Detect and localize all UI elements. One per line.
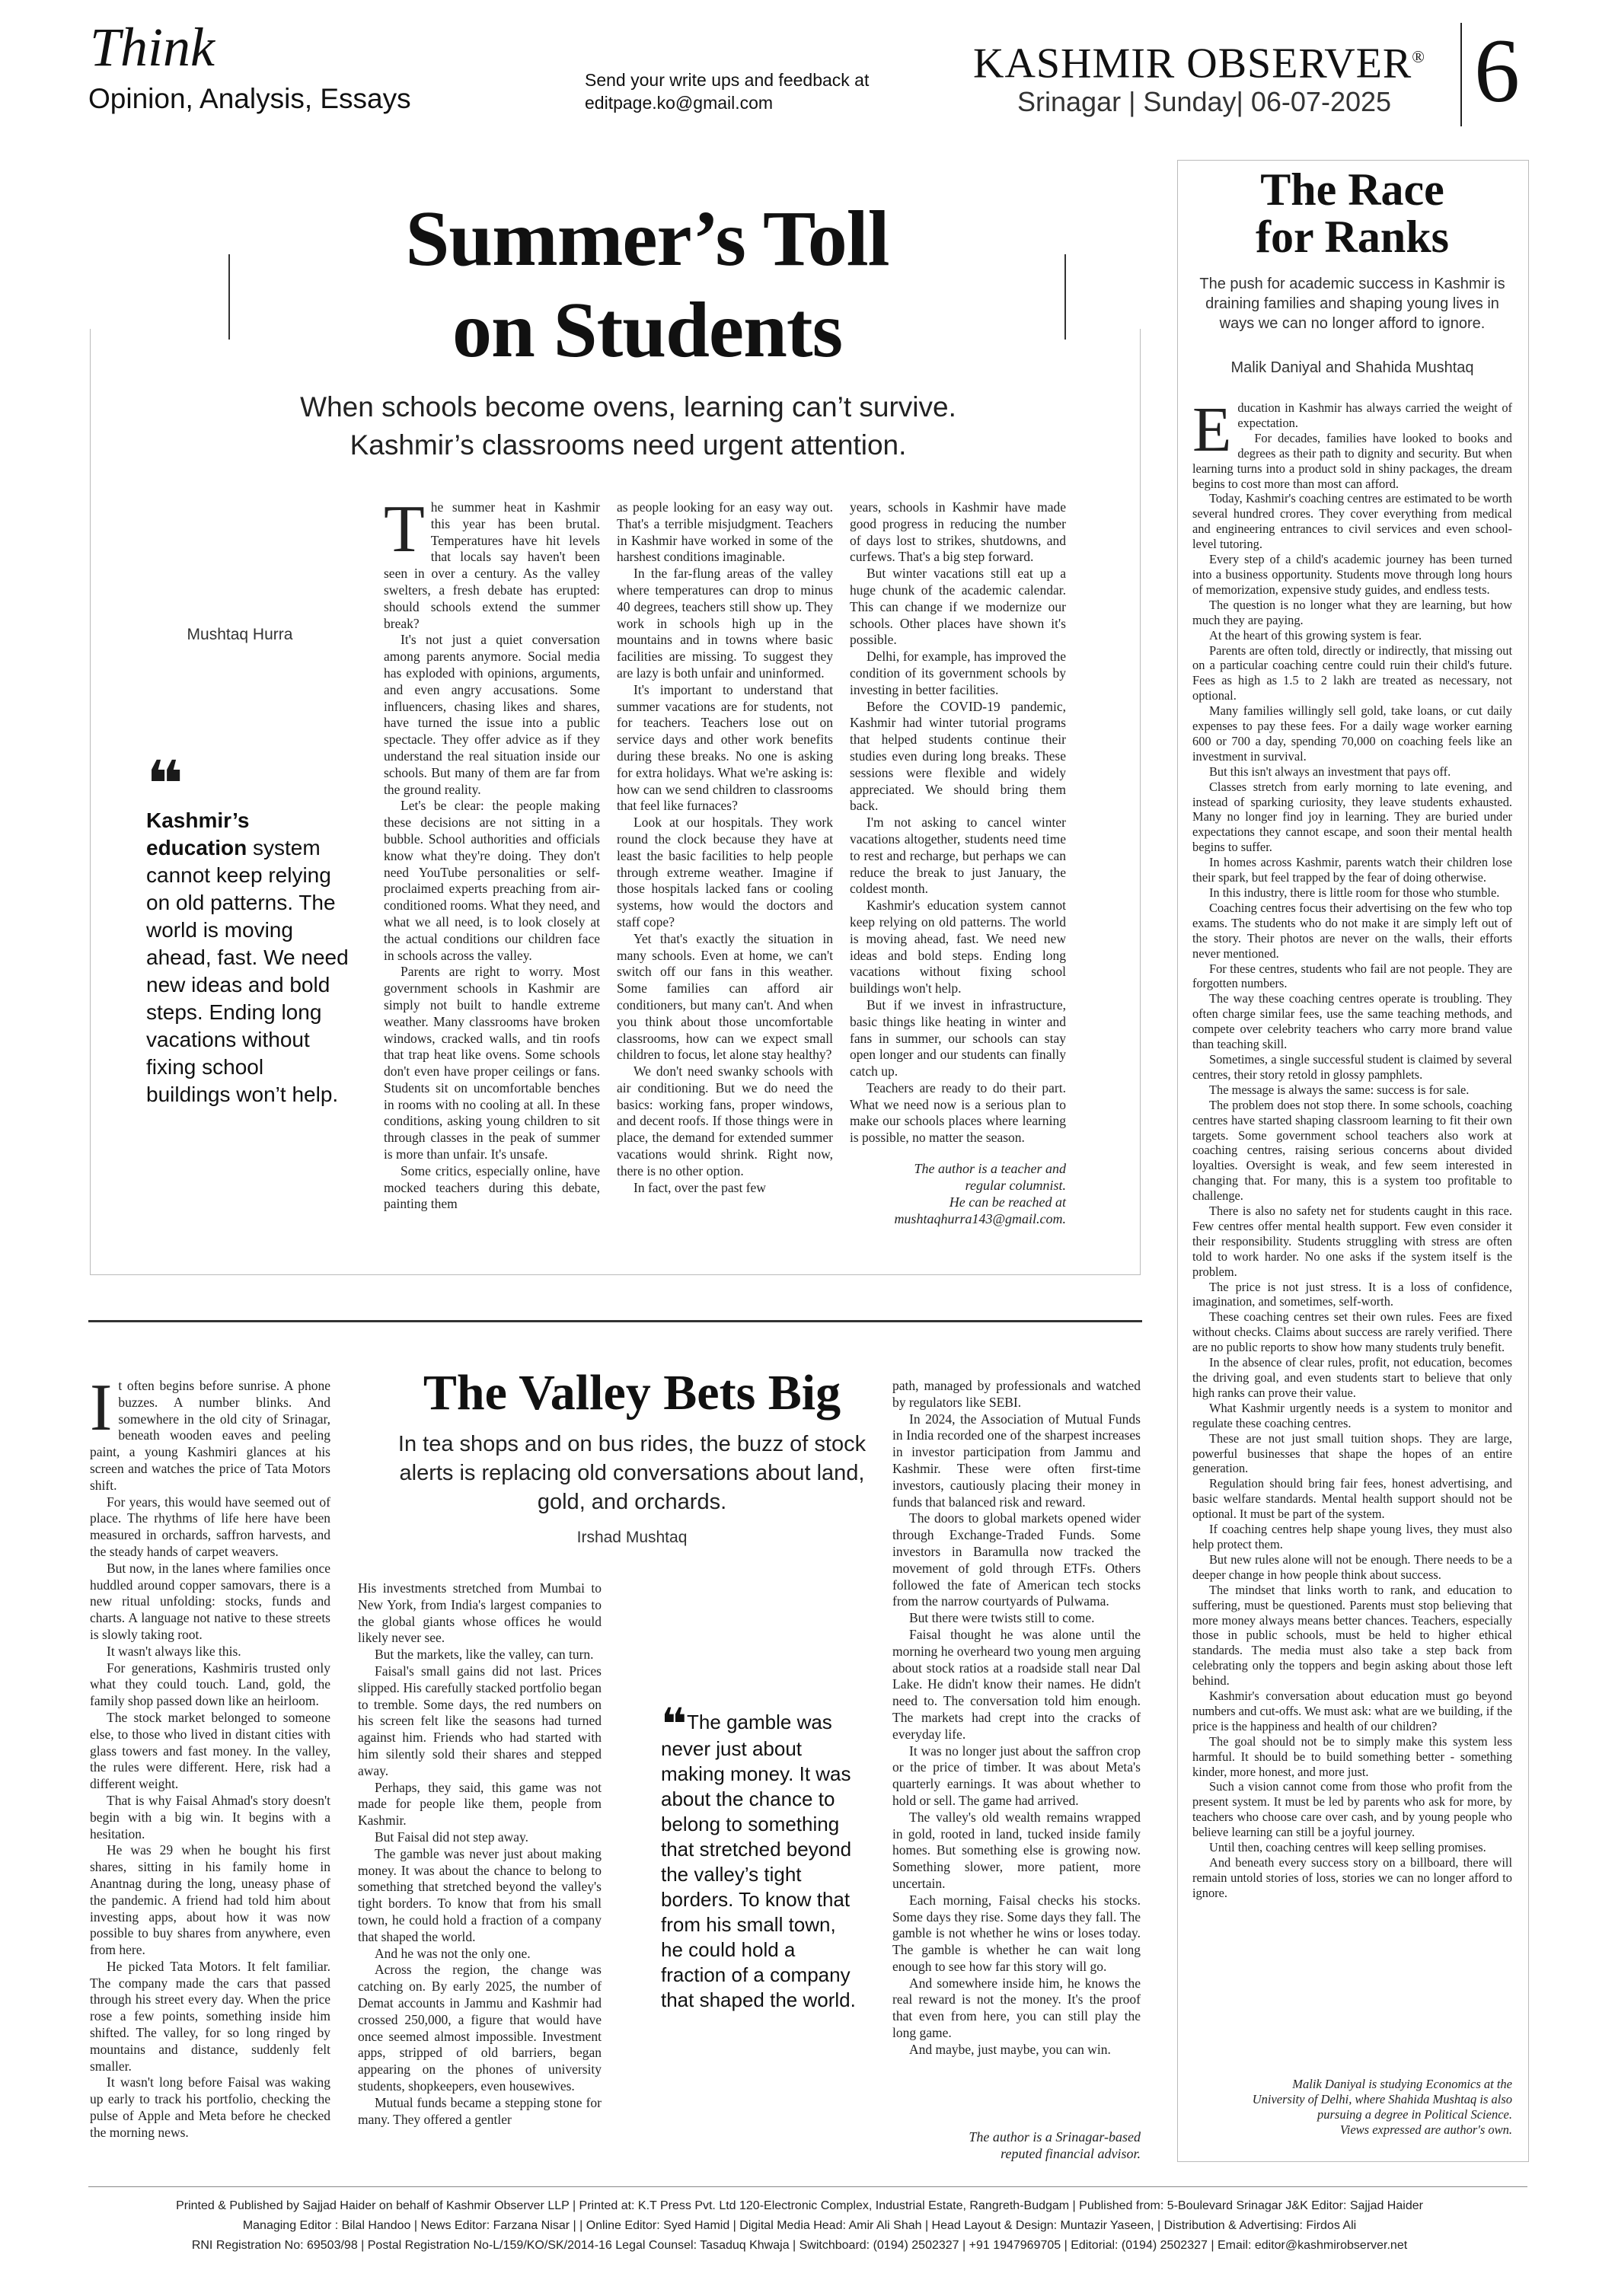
paragraph: Yet that's exactly the situation in many schools. Even at home, we can't switch off our fans in this weather. Some families can afford air conditioners, but many can't. And when you think about those uncomfortable classrooms, how can we expect small children to focus, let alone stay healthy? — [617, 930, 833, 1063]
article2-title: The Valley Bets Big — [423, 1365, 841, 1421]
masthead-divider — [1460, 23, 1462, 126]
paper-name-text: KASHMIR OBSERVER — [973, 40, 1412, 88]
paragraph: he summer heat in Kashmir this year has been brutal. Temperatures have hit levels that locals say haven't been seen in over a century. As the valley swelters, a fresh debate has erupted: should schools extend the summer break? — [384, 499, 600, 631]
paragraph: For decades, families have looked to books and degrees as their path to dignity and security. But when learning turns into a product sold in shiny packages, the dream begins to cost more than most can afford. — [1192, 430, 1512, 491]
paragraph: Before the COVID-19 pandemic, Kashmir had winter tutorial programs that helped students continue their studies even during long breaks. These sessions were flexible and widely appreciated. We should bring them back. — [850, 698, 1066, 814]
paragraph: But now, in the lanes where families once huddled around copper samovars, there is a new ritual unfolding: stocks, funds and charts. A language not native to these streets is slowly taking root. — [90, 1560, 330, 1642]
paragraph: And maybe, just maybe, you can win. — [909, 2041, 1111, 2057]
article1-column-3 — [850, 499, 1066, 1146]
article1-author-note — [850, 1160, 1066, 1227]
article3-body — [1192, 394, 1512, 1901]
paragraph: He picked Tata Motors. It felt familiar. The company made the cars that passed through his street every day. When the price rose a few points, something inside him shifted. The valley, for so long ringed by mountains and distance, suddenly felt smaller. — [90, 1958, 330, 2074]
paragraph: Today, Kashmir's coaching centres are estimated to be worth several hundred crores. They cover everything from medical and engineering entrances to civil services and even school-level tutoring. — [1192, 491, 1512, 552]
paragraph: There is also no safety net for students caught in this race. Few centres offer mental health support. Few even consider it their responsibility. Students struggling with stress are often told to work harder. No one asks if the system itself is the problem. — [1192, 1204, 1512, 1279]
page-number: 6 — [1474, 20, 1520, 121]
paragraph: Sometimes, a single successful student is claimed by several centres, their story retold in glossy pamphlets. — [1192, 1051, 1512, 1082]
paragraph: The message is always the same: success is for sale. — [1209, 1082, 1470, 1097]
author-note-line: pursuing a degree in Political Science. — [1317, 2107, 1512, 2122]
article2-author-note — [892, 2129, 1141, 2162]
paragraph: Across the region, the change was catching on. By early 2025, the number of Demat accounts in Jammu and Kashmir had crossed 250,000, a figure that would have once seemed almost impossible. Investment apps, stripped of old barriers, began appearing on the phones of university students, shopkeepers, even housewives. — [358, 1962, 602, 2094]
title-bracket-right — [1064, 254, 1066, 340]
paragraph: What Kashmir urgently needs is a system to monitor and regulate these coaching centres. — [1192, 1400, 1512, 1430]
paragraph: In the far-flung areas of the valley where temperatures can drop to minus 40 degrees, teachers still show up. They work in schools high up in the mountains and in towns where basic facilities are missing. To suggest they are lazy is both unfair and uninformed. — [617, 566, 833, 681]
paragraph: We don't need swanky schools with air conditioning. But we do need the basics: working fans, proper windows, and decent roofs. If those things were in place, the demand for extended summer vacations would shrink. Right now, there is no other option. — [617, 1063, 833, 1178]
registered-mark: ® — [1412, 47, 1425, 66]
paragraph: Faisal's small gains did not last. Prices slipped. His carefully stacked portfolio began to tremble. Some days, the red numbers on his screen felt like the seasons had turned against him. Friends who had started with him silently sold their shares and stepped away. — [358, 1663, 602, 1778]
paragraph: Perhaps, they said, this game was not made for people like them, people from Kashmir. — [358, 1779, 602, 1829]
paragraph: But the markets, like the valley, can turn. — [375, 1647, 594, 1663]
paragraph: It's important to understand that summer vacations are for students, not for teachers. Teachers lose out on service days and other work benefits during these breaks. No one is asking for extra holidays. What we're asking is: how can we send children to classrooms that feel like furnaces? — [617, 681, 833, 814]
paragraph: For generations, Kashmiris trusted only what they could touch. Land, gold, the family shop passed down like an heirloom. — [90, 1660, 330, 1709]
paragraph: For years, this would have seemed out of place. The rhythms of life here have been measured in orchards, saffron harvests, and the steady hands of carpet weavers. — [90, 1494, 330, 1559]
dropcap: E — [1192, 394, 1232, 465]
article1-column-2 — [617, 499, 833, 1196]
paragraph: The way these coaching centres operate is troubling. They often charge similar fees, use the same teaching methods, and compete over celebrity teachers who carry more brand value than teaching skill. — [1192, 991, 1512, 1052]
dropcap: T — [384, 493, 425, 566]
article3-title — [1188, 166, 1517, 260]
paragraph: Some critics, especially online, have mocked teachers during this debate, painting them — [384, 1162, 600, 1212]
paragraph: And somewhere inside him, he knows the real reward is not the money. It's the proof that even from here, you can still play the long game. — [892, 1975, 1141, 2041]
paragraph: Mutual funds became a stepping stone for many. They offered a gentler — [358, 2094, 602, 2127]
paragraph: In the absence of clear rules, profit, not education, becomes the driving goal, and even students start to believe that only high ranks can prove their value. — [1192, 1355, 1512, 1400]
footer-imprint: Printed & Published by Sajjad Haider on behalf of Kashmir Observer LLP | Printed at: K.T Press Pvt. Ltd 120-Electronic Complex, Industrial Estate, Rangreth-Budgam | Published from: 5-Boulevard Srinagar J&K Editor: Sajjad Haider — [176, 2199, 1423, 2212]
author-note-line: Malik Daniyal is studying Economics at the — [1292, 2077, 1512, 2091]
pull-quote-text: system cannot keep relying on old patterns. The world is moving ahead, fast. We need new ideas and bold steps. Ending long vacations without fixing school buildings won’t help. — [146, 836, 349, 1106]
article3-title-line1: The Race — [1260, 164, 1444, 215]
paragraph: Kashmir's conversation about education must go beyond numbers and cut-offs. We must ask: what are we building, if the price is the happiness and health of our children? — [1192, 1689, 1512, 1733]
author-note-line: Views expressed are author's own. — [1339, 2122, 1512, 2137]
quote-mark-icon: ❝ — [661, 1700, 688, 1749]
author-note-line: He can be reached at — [949, 1194, 1066, 1210]
paragraph: But winter vacations still eat up a huge chunk of the academic calendar. This can change if we modernize our schools. Other places have shown it's possible. — [850, 566, 1066, 648]
paragraph: But Faisal did not step away. — [375, 1829, 529, 1845]
author-note-line: reputed financial advisor. — [1001, 2146, 1141, 2161]
paragraph: In fact, over the past few — [634, 1179, 766, 1195]
section-title: Think — [90, 17, 215, 78]
article3-author-note — [1192, 2077, 1512, 2138]
article2-column-3 — [892, 1378, 1141, 2058]
paragraph: Delhi, for example, has improved the condition of its government schools by investing in better facilities. — [850, 649, 1066, 697]
paragraph: Parents are right to worry. Most government schools in Kashmir are simply not built to handle extreme weather. Many classrooms have broken windows, cracked walls, and tin roofs that trap heat like ovens. Some schools don't even have proper ceilings or fans. Students sit on uncomfortable benches in rooms with no cooling at all. In these conditions, asking young children to sit through classes in the peak of summer is more than unfair. It's unsafe. — [384, 964, 600, 1162]
article3-byline: Malik Daniyal and Shahida Mushtaq — [1230, 359, 1474, 376]
paragraph: It wasn't long before Faisal was waking up early to track his portfolio, checking the pulse of Apple and Meta before he checked the morning news. — [90, 2074, 330, 2140]
paragraph: That is why Faisal Ahmad's story doesn't begin with a big win. It begins with a hesitation. — [90, 1792, 330, 1842]
paragraph: These are not just small tuition shops. They are large, powerful businesses that shape the hopes of an entire generation. — [1192, 1430, 1512, 1476]
paragraph: I'm not asking to cancel winter vacations altogether, students need time to rest and recharge, but perhaps we can reduce the break to just January, the coldest month. — [850, 815, 1066, 897]
paragraph: Coaching centres focus their advertising on the few who top exams. The students who do not make it are simply left out of the story. Their photos are never on the walls, their efforts never mentioned. — [1192, 900, 1512, 961]
paragraph: The mindset that links worth to rank, and education to suffering, must be questioned. Parents must stop believing that more money always means better chances. Teachers, especially those in public schools, must be held to higher ethical standards. The media must also take a step back from celebrating only the toppers and begin asking about those left behind. — [1192, 1582, 1512, 1689]
paragraph: Each morning, Faisal checks his stocks. Some days they rise. Some days they fall. The gamble is not whether he wins or loses today. The gamble is whether he can wait long enough to see how far this story will go. — [892, 1892, 1141, 1974]
paragraph: as people looking for an easy way out. That's a terrible misjudgment. Teachers in Kashmir have worked in some of the harshest conditions imaginable. — [617, 499, 833, 565]
paragraph: Classes stretch from early morning to late evening, and instead of sparking curiosity, they leave students exhausted. Many no longer find joy in learning. They are buried under expectations they cannot escape, and soon their mental health begins to suffer. — [1192, 779, 1512, 855]
article2-deck: In tea shops and on bus rides, the buzz of stock alerts is replacing old conversations about land, gold, and orchards. — [397, 1432, 867, 1514]
submission-note — [585, 69, 869, 114]
author-note-line: The author is a Srinagar-based — [969, 2129, 1141, 2145]
pull-quote-text: The gamble was never just about making money. It was about the chance to belong to something that stretched beyond the valley’s tight borders. To know that from his small town, he could hold a fraction of a company that shaped the world. — [661, 1711, 856, 2011]
paragraph: Let's be clear: the people making these decisions are not sitting in a bubble. School authorities and officials know what they're doing. They don't need YouTube personalities or self-proclaimed experts preaching from air-conditioned rooms. What they need, and what we all need, is to look closely at the actual conditions our children face in schools across the valley. — [384, 798, 600, 963]
quote-mark-icon: ❝ — [146, 748, 184, 820]
submission-line: Send your write ups and feedback at — [585, 70, 870, 90]
paragraph: Faisal thought he was alone until the morning he overheard two young men arguing about stock ratios at a roadside stall near Dal Lake. He didn't know their names. He didn't need to. The conversation told him enough. The markets had crept into the cracks of everyday life. — [892, 1626, 1141, 1742]
footer-registration: RNI Registration No: 69503/98 | Postal Registration No-L/159/KO/SK/2014-16 Legal Counsel: Tasaduq Khwaja | Switchboard: (0194) 2502327 | +91 1947969705 | Editorial: (0194) 2502327 | Email: editor@kashmirobserver.net — [191, 2239, 1408, 2252]
section-subtitle: Opinion, Analysis, Essays — [88, 83, 411, 114]
paragraph: Until then, coaching centres will keep selling promises. — [1209, 1840, 1486, 1855]
paragraph: The question is no longer what they are learning, but how much they are paying. — [1192, 597, 1512, 627]
paragraph: He was 29 when he bought his first shares, sitting in his family home in Anantnag during the long, uneasy phase of the pandemic. A friend had told him about investing apps, about how it was now possible to buy shares from anywhere, even from here. — [90, 1842, 330, 1958]
article3-deck: The push for academic success in Kashmir is draining families and shaping young lives in ways we can no longer afford to ignore. — [1199, 276, 1505, 332]
paper-name — [973, 33, 1425, 88]
article2-column-2 — [358, 1580, 602, 2128]
paragraph: In homes across Kashmir, parents watch their children lose their spark, but feel trapped by the fear of doing otherwise. — [1192, 855, 1512, 885]
author-note-line: University of Delhi, where Shahida Mushtaq is also — [1252, 2092, 1512, 2106]
dateline: Srinagar | Sunday| 06-07-2025 — [1017, 86, 1392, 117]
article3-title-line2: for Ranks — [1256, 212, 1449, 262]
paragraph: ducation in Kashmir has always carried the weight of expectation. — [1237, 400, 1512, 430]
paragraph: Such a vision cannot come from those who profit from the present system. It must be led by parents who ask for more, by teachers who choose care over cash, and by young people who believe learning can still be a joyful journey. — [1192, 1779, 1512, 1840]
paragraph: And beneath every success story on a billboard, there will remain untold stories of loss, stories we can no longer afford to ignore. — [1192, 1855, 1512, 1900]
paragraph: t often begins before sunrise. A phone buzzes. A number blinks. And somewhere in the old city of Srinagar, beneath wooden eaves and peeling paint, a young Kashmiri glances at his screen and watches the price of Tata Motors shift. — [90, 1378, 330, 1493]
article1-byline: Mushtaq Hurra — [187, 626, 293, 643]
article1-title-line2: on Students — [452, 286, 843, 374]
paragraph: But there were twists still to come. — [909, 1610, 1095, 1626]
paragraph: The doors to global markets opened wider through Exchange-Traded Funds. Some investors in Baramulla now tracked the movement of gold through ETFs. Others followed the fate of American tech stocks from the narrow courtyards of Pulwama. — [892, 1510, 1141, 1609]
paragraph: In 2024, the Association of Mutual Funds in India recorded one of the sharpest increases in investor participation from Jammu and Kashmir. These were often first-time investors, cautiously placing their money in funds that balanced risk and reward. — [892, 1411, 1141, 1510]
paragraph: Many families willingly sell gold, take loans, or cut daily expenses to pay these fees. For a daily wage worker earning 600 or 700 a day, spending 70,000 on coaching feels like an investment in survival. — [1192, 703, 1512, 764]
footer-rule — [88, 2186, 1527, 2187]
paragraph: Kashmir's education system cannot keep relying on old patterns. The world is moving ahead, fast. We need new ideas and bold steps. Ending long vacations without fixing school buildings won't help. — [850, 898, 1066, 997]
paragraph: The stock market belonged to someone else, to those who lived in distant cities with glass towers and fast money. In the valley, the rules were different. Here, risk had a different weight. — [90, 1709, 330, 1792]
article2-pull-quote — [661, 1700, 859, 2013]
paragraph: But this isn't always an investment that pays off. — [1209, 764, 1451, 779]
paragraph: It was no longer just about the saffron crop or the price of timber. It was about Meta's quarterly earnings. It was about whether to hold or sell. The game had arrived. — [892, 1743, 1141, 1808]
paragraph: The problem does not stop there. In some schools, coaching centres have started shaping classroom learning to fit their own targets. Some government school teachers also work at coaching centres, raising serious concerns about divided loyalties. Oversight is weak, and few seem interested in changing that. For many, this is a system too profitable to challenge. — [1192, 1097, 1512, 1204]
article1-column-1 — [384, 493, 600, 1213]
paragraph: Teachers are ready to do their part. What we need now is a serious plan to make our schools places where learning is possible, no matter the season. — [850, 1079, 1066, 1146]
paragraph: The goal should not be to simply make this system less harmful. It should be to build something better - something kinder, more honest, and more just. — [1192, 1733, 1512, 1779]
author-note-line: regular columnist. — [965, 1178, 1066, 1193]
paragraph: It wasn't always like this. — [107, 1643, 241, 1659]
dropcap: I — [90, 1371, 113, 1445]
article1-title-line1: Summer’s Toll — [405, 195, 889, 282]
title-bracket-left — [228, 254, 230, 340]
article1-deck: When schools become ovens, learning can’t survive. Kashmir’s classrooms need urgent attention. — [300, 391, 956, 461]
paragraph: But new rules alone will not be enough. There needs to be a deeper change in how people think about success. — [1192, 1551, 1512, 1582]
paragraph: For these centres, students who fail are not people. They are forgotten numbers. — [1192, 961, 1512, 991]
paragraph: Every step of a child's academic journey has been turned into a business opportunity. Students move through long hours of memorization, expensive study guides, and endless tests. — [1192, 552, 1512, 597]
paragraph: Regulation should bring fair fees, honest advertising, and basic welfare standards. Mental health support should not be optional. It must be part of the system. — [1192, 1476, 1512, 1522]
paragraph: These coaching centres set their own rules. Fees are fixed without checks. Claims about success are rarely verified. There are no public reports to show how many students truly benefit. — [1192, 1309, 1512, 1355]
footer-staff: Managing Editor : Bilal Handoo | News Editor: Farzana Nisar | | Online Editor: Syed Hamid | Digital Media Head: Amir Ali Shah | Head Layout & Design: Muntazir Yaseen, | Distribution & Advertising: Firdos Ali — [242, 2219, 1357, 2232]
paragraph: His investments stretched from Mumbai to New York, from India's largest companies to the global giants whose offices he would likely never see. — [358, 1580, 602, 1646]
pull-quote-bold: Kashmir’s education — [146, 808, 250, 859]
article2-column-1 — [90, 1371, 330, 2141]
article1-title — [244, 193, 1051, 376]
paragraph: In this industry, there is little room for those who stumble. — [1209, 885, 1500, 900]
paragraph: years, schools in Kashmir have made good progress in reducing the number of days lost to strikes, shutdowns, and curfews. That's a big step forward. — [850, 499, 1066, 565]
section-divider — [88, 1320, 1142, 1322]
paragraph: It's not just a quiet conversation among parents anymore. Social media has exploded with opinions, arguments, and even angry accusations. Some influencers, chasing likes and shares, have turned the issue into a public spectacle. They offer advice as if they understand the real situation inside our schools. But many of them are far from the ground reality. — [384, 632, 600, 797]
paragraph: Look at our hospitals. They work round the clock because they have at least the basic facilities to help people through extreme weather. Imagine if those hospitals lacked fans or cooling systems, how would the doctors and staff cope? — [617, 815, 833, 930]
paragraph: Parents are often told, directly or indirectly, that missing out on a particular coaching centre could ruin their child's future. Fees as high as 1.5 to 2 lakh are treated as necessary, not optional. — [1192, 643, 1512, 703]
author-email[interactable]: mushtaqhurra143@gmail.com. — [894, 1211, 1066, 1226]
submission-email[interactable]: editpage.ko@gmail.com — [585, 93, 774, 113]
paragraph: And he was not the only one. — [375, 1945, 531, 1961]
paragraph: But if we invest in infrastructure, basic things like heating in winter and fans in summer, our schools can stay open longer and our students can finally catch up. — [850, 997, 1066, 1079]
article2-byline: Irshad Mushtaq — [576, 1529, 688, 1546]
paragraph: path, managed by professionals and watched by regulators like SEBI. — [892, 1378, 1141, 1410]
paragraph: The valley's old wealth remains wrapped in gold, rooted in land, tucked inside family homes. But something else is growing now. Something slower, more patient, more uncertain. — [892, 1809, 1141, 1891]
author-note-line: The author is a teacher and — [914, 1161, 1066, 1176]
article1-pull-quote — [146, 748, 352, 1108]
paragraph: At the heart of this growing system is fear. — [1209, 627, 1422, 643]
paragraph: The price is not just stress. It is a loss of confidence, imagination, and sometimes, self-worth. — [1192, 1279, 1512, 1309]
paragraph: The gamble was never just about making money. It was about the chance to belong to something that stretched beyond the valley's tight borders. To know that from his small town, he could hold a fraction of a company that shaped the world. — [358, 1845, 602, 1944]
paragraph: If coaching centres help shape young lives, they must also help protect them. — [1192, 1522, 1512, 1551]
